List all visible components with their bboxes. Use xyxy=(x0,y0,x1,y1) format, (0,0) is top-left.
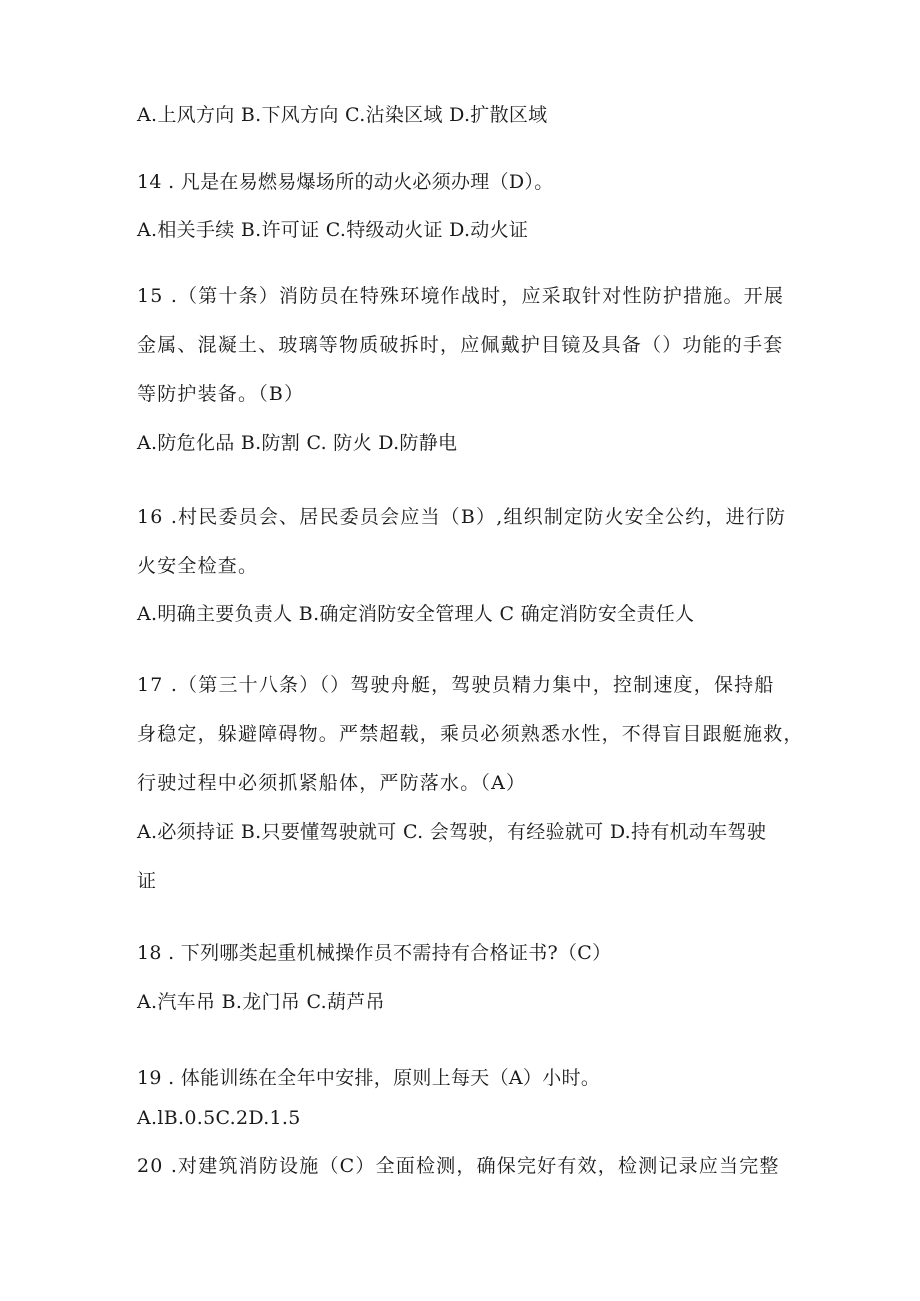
q17-options-line-2: 证 xyxy=(137,870,157,892)
q16-question-line-2: 火安全检查。 xyxy=(137,555,259,577)
q19-options: A.lB.0.5C.2D.1.5 xyxy=(137,1107,301,1129)
q15-question-line-3: 等防护装备。（B） xyxy=(137,383,305,405)
q14-options: A.相关手续 B.许可证 C.特级动火证 D.动火证 xyxy=(137,219,529,241)
q19-question: 19 . 体能训练在全年中安排，原则上每天（A）小时。 xyxy=(137,1067,601,1089)
q17-question-line-3: 行驶过程中必须抓紧船体，严防落水。（A） xyxy=(137,772,527,794)
q17-question-line-1: 17 .（第三十八条）（）驾驶舟艇，驾驶员精力集中，控制速度，保持船 xyxy=(137,674,775,696)
q13-options: A.上风方向 B.下风方向 C.沾染区域 D.扩散区域 xyxy=(137,104,548,126)
q15-question-line-1: 15 .（第十条）消防员在特殊环境作战时，应采取针对性防护措施。开展 xyxy=(137,285,785,307)
q16-question-line-1: 16 .村民委员会、居民委员会应当（B）,组织制定防火安全公约，进行防 xyxy=(137,506,787,528)
q17-question-line-2: 身稳定，躲避障碍物。严禁超载，乘员必须熟悉水性，不得盲目跟艇施救， xyxy=(137,723,804,745)
q16-options: A.明确主要负责人 B.确定消防安全管理人 C 确定消防安全责任人 xyxy=(137,603,695,625)
q17-options-line-1: A.必须持证 B.只要懂驾驶就可 C. 会驾驶，有经验就可 D.持有机动车驾驶 xyxy=(137,821,767,843)
q15-options: A.防危化品 B.防割 C. 防火 D.防静电 xyxy=(137,432,458,454)
q15-question-line-2: 金属、混凝土、玻璃等物质破拆时，应佩戴护目镜及具备（）功能的手套 xyxy=(137,334,784,356)
q14-question: 14 . 凡是在易燃易爆场所的动火必须办理（D）。 xyxy=(137,171,554,193)
q18-question: 18 . 下列哪类起重机械操作员不需持有合格证书?（C） xyxy=(137,942,612,964)
q18-options: A.汽车吊 B.龙门吊 C.葫芦吊 xyxy=(137,991,385,1013)
q20-question-line-1: 20 .对建筑消防设施（C）全面检测，确保完好有效，检测记录应当完整 xyxy=(137,1155,780,1177)
